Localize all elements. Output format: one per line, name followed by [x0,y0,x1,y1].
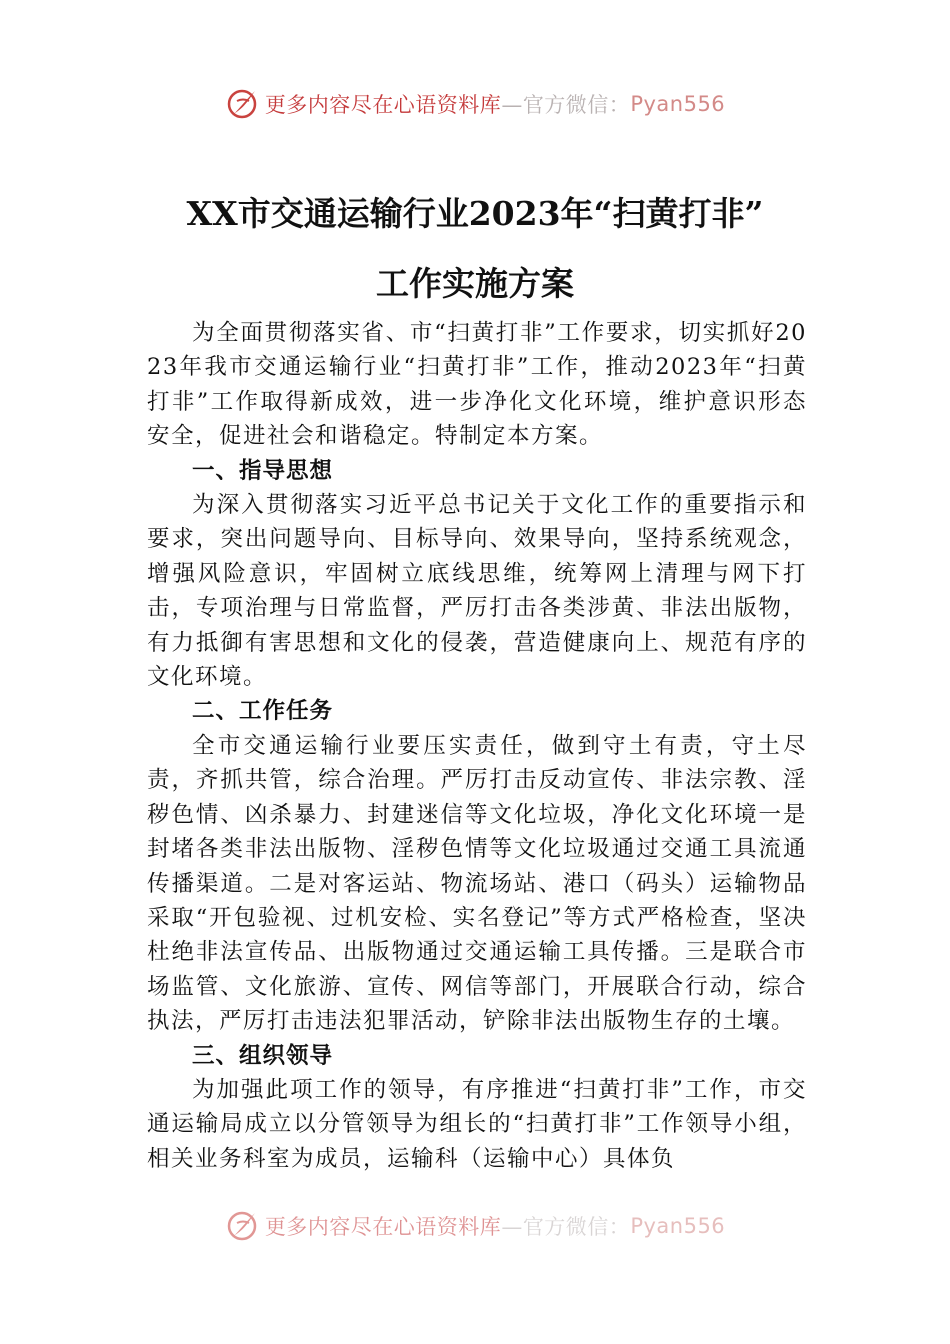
watermark-library-text: 更多内容尽在心语资料库 [264,1215,502,1239]
feather-logo-icon [225,1209,259,1243]
section-heading-guiding-thought: 一、指导思想 [192,457,334,484]
watermark-footer [0,1206,950,1246]
watermark-library-text: 更多内容尽在心语资料库 [264,93,502,117]
watermark-wechat-id: Pyan556 [630,92,726,116]
document-body [147,316,807,1176]
intro-paragraph: 为全面贯彻落实省、市“扫黄打非”工作要求，切实抓好2023年我市交通运输行业“扫黄打非”工作，推动2023年“扫黄打非”工作取得新成效，进一步净化文化环境，维护意识形态安全，促进社会和谐稳定。特制定本方案。 [147,320,807,450]
document-title-line2: 工作实施方案 [376,264,574,303]
watermark-wechat-id: Pyan556 [630,1214,726,1238]
document-title-line1: XX市交通运输行业2023年“扫黄打非” [186,194,764,233]
section-heading-work-tasks: 二、工作任务 [192,698,334,725]
section-paragraph-organization: 为加强此项工作的领导，有序推进“扫黄打非”工作，市交通运输局成立以分管领导为组长的“扫黄打非”工作领导小组，相关业务科室为成员，运输科（运输中心）具体负 [147,1076,807,1172]
watermark-wechat-label: —官方微信： [501,1215,631,1239]
section-paragraph-work-tasks: 全市交通运输行业要压实责任，做到守土有责，守土尽责，齐抓共管，综合治理。严厉打击反动宣传、非法宗教、淫秽色情、凶杀暴力、封建迷信等文化垃圾，净化文化环境一是封堵各类非法出版物、淫秽色情等文化垃圾通过交通工具流通传播渠道。二是对客运站、物流场站、港口（码头）运输物品采取“开包验视、过机安检、实名登记”等方式严格检查，坚决杜绝非法宣传品、出版物通过交通运输工具传播。三是联合市场监管、文化旅游、宣传、网信等部门，开展联合行动，综合执法，严厉打击违法犯罪活动，铲除非法出版物生存的土壤。 [147,732,807,1035]
feather-logo-icon [225,87,259,121]
watermark-wechat-label: —官方微信： [501,93,631,117]
section-heading-organization: 三、组织领导 [192,1042,334,1069]
section-paragraph-guiding-thought: 为深入贯彻落实习近平总书记关于文化工作的重要指示和要求，突出问题导向、目标导向、效果导向，坚持系统观念，增强风险意识，牢固树立底线思维，统筹网上清理与网下打击，专项治理与日常监督，严厉打击各类涉黄、非法出版物，有力抵御有害思想和文化的侵袭，营造健康向上、规范有序的文化环境。 [147,492,807,691]
watermark-header [0,84,950,124]
